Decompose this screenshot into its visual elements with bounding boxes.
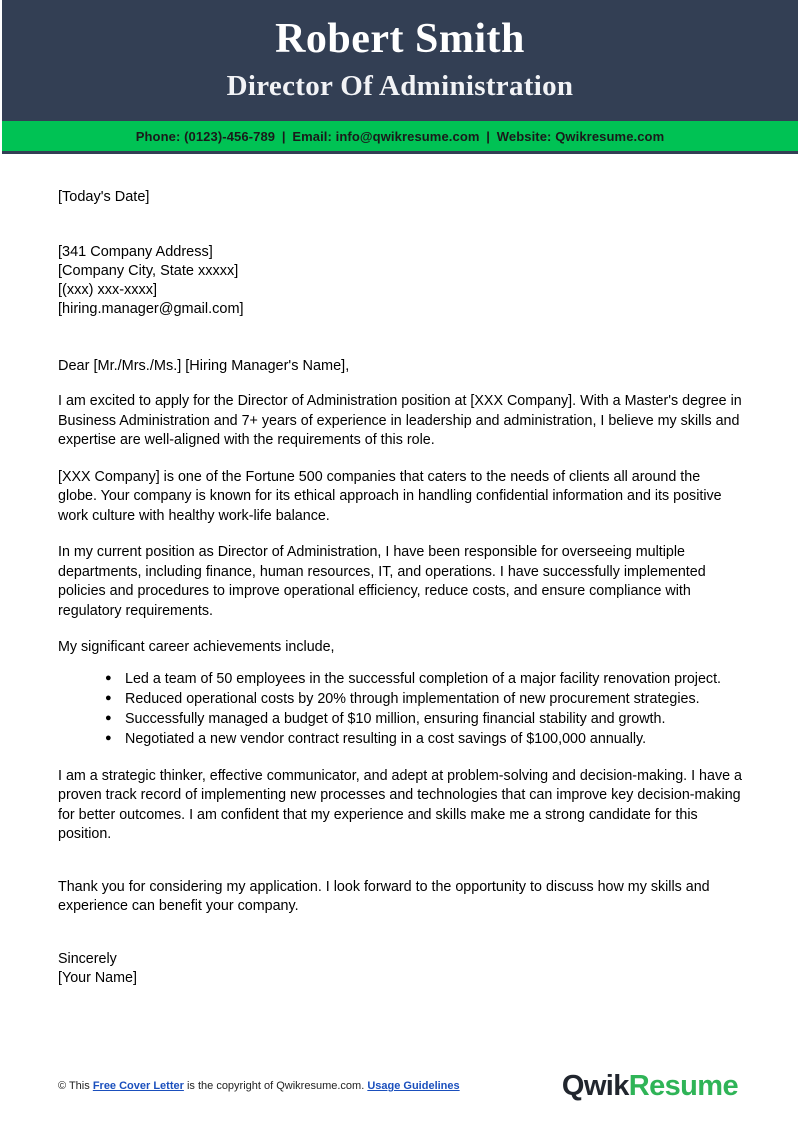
paragraph-thank-you: Thank you for considering my application. I look forward to the opportunity to discuss how my skills and experience can benefit your company. <box>58 878 710 915</box>
phone-value: (0123)-456-789 <box>184 128 276 144</box>
contact-separator-2: | <box>486 128 491 144</box>
achievements-intro: My significant career achievements include, <box>58 639 335 655</box>
letter-date: [Today's Date] <box>58 189 150 205</box>
contact-separator-1: | <box>281 128 286 144</box>
list-item: ● Led a team of 50 employees in the successful completion of a major facility renovation project. <box>105 670 742 690</box>
recipient-city-line: [Company City, State xxxxx] <box>58 263 239 279</box>
contact-bar <box>2 121 798 154</box>
signoff-word: Sincerely <box>58 951 117 968</box>
footer-copyright <box>58 1079 460 1093</box>
recipient-address-line: [341 Company Address] <box>58 244 213 260</box>
salutation: Dear [Mr./Mrs./Ms.] [Hiring Manager's Name], <box>58 358 350 374</box>
email-value: info@qwikresume.com <box>335 128 480 144</box>
paragraph-company: [XXX Company] is one of the Fortune 500 companies that caters to the needs of clients all around the globe. Your company is known for its ethical approach in handling confidential information and its positive work culture with healthy work-life balance. <box>58 468 722 524</box>
logo-text-resume: Resume <box>628 1070 738 1102</box>
qwikresume-logo <box>562 1071 738 1101</box>
signoff-block <box>58 931 742 988</box>
signature-name: [Your Name] <box>58 970 137 987</box>
recipient-address-block <box>58 207 742 319</box>
email-label: Email: <box>292 128 332 144</box>
document-header <box>2 0 798 121</box>
list-item: ● Negotiated a new vendor contract resulting in a cost savings of $100,000 annually. <box>105 730 742 750</box>
contact-line <box>136 129 665 144</box>
website-value: Qwikresume.com <box>555 128 665 144</box>
phone-label: Phone: <box>135 128 181 144</box>
copyright-middle: is the copyright of Qwikresume.com. <box>186 1080 365 1092</box>
usage-guidelines-link[interactable]: Usage Guidelines <box>367 1080 460 1092</box>
paragraph-intro: I am excited to apply for the Director of Administration position at [XXX Company]. With a Master's degree in Business Administration and 7+ years of experience in leadership and administration, I believe my skills and expertise are well-aligned with the requirements of this role. <box>58 393 742 448</box>
letter-body <box>2 154 798 988</box>
document-footer <box>2 1040 798 1132</box>
candidate-job-title: Director Of Administration <box>226 70 574 102</box>
candidate-name: Robert Smith <box>275 16 525 62</box>
paragraph-strengths: I am a strategic thinker, effective communicator, and adept at problem-solving and decision-making. I have a proven track record of implementing new processes and technologies that can improve key decision-making for better outcomes. I am confident that my experience and skills make me a strong candidate for this position. <box>58 767 742 842</box>
list-item: ● Successfully managed a budget of $10 million, ensuring financial stability and growth. <box>105 710 742 730</box>
free-cover-letter-link[interactable]: Free Cover Letter <box>92 1080 184 1092</box>
logo-text-qwik: Qwik <box>561 1070 629 1102</box>
list-item: ● Reduced operational costs by 20% through implementation of new procurement strategies. <box>105 690 742 710</box>
paragraph-current-role: In my current position as Director of Administration, I have been responsible for overseeing multiple departments, including finance, human resources, IT, and operations. I have successfully implemented policies and procedures to improve operational efficiency, reduce costs, and ensure compliance with regulatory requirements. <box>58 544 706 619</box>
achievements-list <box>58 658 742 750</box>
website-label: Website: <box>496 128 552 144</box>
recipient-email-line: [hiring.manager@gmail.com] <box>58 301 244 317</box>
copyright-prefix: © This <box>58 1080 90 1092</box>
recipient-phone-line: [(xxx) xxx-xxxx] <box>58 282 158 298</box>
